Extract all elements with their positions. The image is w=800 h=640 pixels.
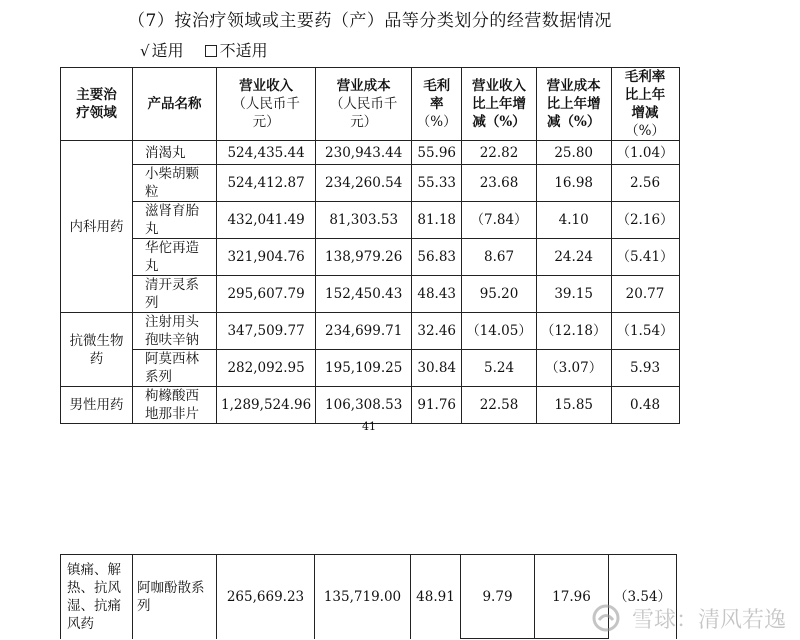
revenue-change-cell: 22.82 <box>462 141 537 165</box>
margin-cell: 48.91 <box>411 555 461 639</box>
table-row <box>61 313 680 350</box>
margin-change-cell: （1.54） <box>611 313 679 350</box>
applicable-label: 适用 <box>151 41 184 60</box>
watermark-text: 雪球：清风若逸 <box>631 608 786 633</box>
revenue-change-cell: 22.58 <box>462 387 537 424</box>
revenue-cell: 524,412.87 <box>217 165 316 202</box>
margin-cell: 30.84 <box>412 350 462 387</box>
cost-cell: 195,109.25 <box>316 350 412 387</box>
therapeutic-area-cell: 男性用药 <box>61 387 133 424</box>
margin-cell: 48.43 <box>412 276 462 313</box>
product-name-cell: 小柴胡颗粒 <box>133 165 217 202</box>
header-margin-change: 毛利率 比上年 增减 （%） <box>611 68 679 141</box>
table-row <box>61 141 680 165</box>
page-number: 41 <box>362 420 376 433</box>
product-name-cell: 阿咖酚散系列 <box>133 555 217 639</box>
table-row <box>61 555 677 639</box>
cost-cell: 234,699.71 <box>316 313 412 350</box>
empty-checkbox-icon <box>205 45 217 57</box>
cost-change-cell: （3.07） <box>536 350 611 387</box>
revenue-cell: 432,041.49 <box>217 202 316 239</box>
section-heading: （7）按治疗领域或主要药（产）品等分类划分的经营数据情况 <box>128 11 612 31</box>
margin-cell: 32.46 <box>412 313 462 350</box>
cost-cell: 135,719.00 <box>315 555 411 639</box>
revenue-cell: 282,092.95 <box>217 350 316 387</box>
table-row <box>61 350 680 387</box>
revenue-cell: 265,669.23 <box>217 555 315 639</box>
cost-change-cell: 15.85 <box>536 387 611 424</box>
header-revenue-change: 营业收入 比上年增 减（%） <box>462 68 537 141</box>
product-name-cell: 华佗再造丸 <box>133 239 217 276</box>
margin-cell: 81.18 <box>412 202 462 239</box>
margin-change-cell: （5.41） <box>611 239 679 276</box>
revenue-cell: 321,904.76 <box>217 239 316 276</box>
cost-change-cell: 39.15 <box>536 276 611 313</box>
cost-change-cell: （12.18） <box>536 313 611 350</box>
revenue-cell: 295,607.79 <box>217 276 316 313</box>
not-applicable-option[interactable] <box>205 41 268 60</box>
cost-change-cell: 24.24 <box>536 239 611 276</box>
revenue-change-cell: 5.24 <box>462 350 537 387</box>
table-header-row <box>61 68 680 141</box>
product-name-cell: 消渴丸 <box>133 141 217 165</box>
margin-cell: 91.76 <box>412 387 462 424</box>
header-cost: 营业成本 （人民币千 元） <box>316 68 412 141</box>
product-name-cell: 清开灵系列 <box>133 276 217 313</box>
revenue-cell: 1,289,524.96 <box>217 387 316 424</box>
header-product-name: 产品名称 <box>133 68 217 141</box>
cost-change-cell: 4.10 <box>536 202 611 239</box>
operating-data-table <box>60 67 680 424</box>
product-name-cell: 枸橼酸西地那非片 <box>133 387 217 424</box>
cost-change-cell: 17.96 <box>535 555 609 639</box>
table-row <box>61 165 680 202</box>
snowball-logo-icon <box>591 603 621 633</box>
therapeutic-area-cell: 内科用药 <box>61 141 133 313</box>
revenue-change-cell: 23.68 <box>462 165 537 202</box>
table-row <box>61 276 680 313</box>
revenue-cell: 347,509.77 <box>217 313 316 350</box>
revenue-change-cell: （14.05） <box>462 313 537 350</box>
margin-cell: 56.83 <box>412 239 462 276</box>
margin-change-cell: 20.77 <box>611 276 679 313</box>
table-row <box>61 387 680 424</box>
margin-change-cell: 5.93 <box>611 350 679 387</box>
margin-change-cell: （3.54） <box>609 555 677 639</box>
cost-change-cell: 16.98 <box>536 165 611 202</box>
cost-change-cell: 25.80 <box>536 141 611 165</box>
therapeutic-area-cell: 镇痛、解热、抗风湿、抗痛风药 <box>61 555 133 639</box>
not-applicable-label: 不适用 <box>219 41 268 60</box>
header-revenue: 营业收入 （人民币千 元） <box>217 68 316 141</box>
cost-cell: 138,979.26 <box>316 239 412 276</box>
therapeutic-area-cell: 抗微生物药 <box>61 313 133 387</box>
table-row <box>61 202 680 239</box>
revenue-cell: 524,435.44 <box>217 141 316 165</box>
cost-cell: 81,303.53 <box>316 202 412 239</box>
product-name-cell: 注射用头孢呋辛钠 <box>133 313 217 350</box>
revenue-change-cell: 8.67 <box>462 239 537 276</box>
cost-cell: 230,943.44 <box>316 141 412 165</box>
margin-change-cell: 2.56 <box>611 165 679 202</box>
applicability-options <box>140 38 284 61</box>
watermark <box>591 603 786 634</box>
margin-cell: 55.96 <box>412 141 462 165</box>
margin-change-cell: （2.16） <box>611 202 679 239</box>
cost-cell: 106,308.53 <box>316 387 412 424</box>
header-therapeutic-area: 主要治 疗领域 <box>61 68 133 141</box>
margin-change-cell: （1.04） <box>611 141 679 165</box>
header-cost-change: 营业成本 比上年增 减（%） <box>536 68 611 141</box>
margin-cell: 55.33 <box>412 165 462 202</box>
revenue-change-cell: 95.20 <box>462 276 537 313</box>
product-name-cell: 滋肾育胎丸 <box>133 202 217 239</box>
product-name-cell: 阿莫西林系列 <box>133 350 217 387</box>
cost-cell: 152,450.43 <box>316 276 412 313</box>
revenue-change-cell: 9.79 <box>461 555 535 639</box>
revenue-change-cell: （7.84） <box>462 202 537 239</box>
checkmark-icon: √ <box>140 42 150 60</box>
margin-change-cell: 0.48 <box>611 387 679 424</box>
header-gross-margin: 毛利 率 （%） <box>412 68 462 141</box>
cost-cell: 234,260.54 <box>316 165 412 202</box>
continuation-table <box>60 554 677 639</box>
table-row <box>61 239 680 276</box>
applicable-option[interactable] <box>140 41 184 60</box>
